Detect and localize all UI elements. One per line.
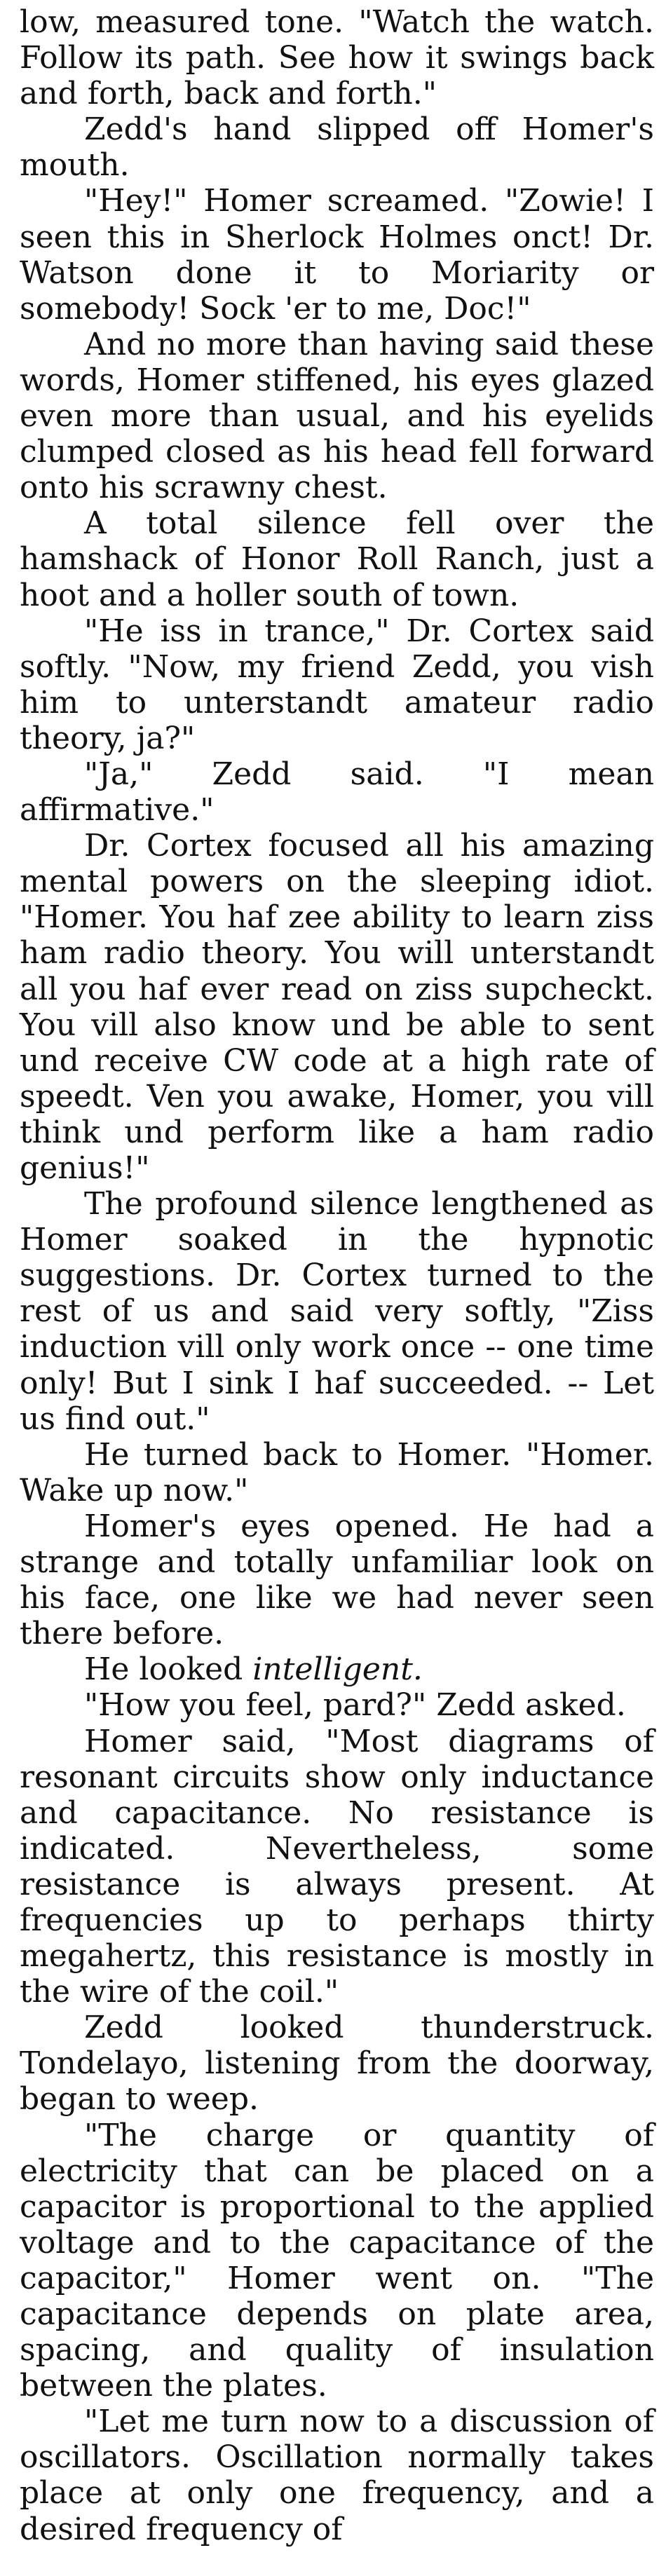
paragraph-11: Homer's eyes opened. He had a strange and totally unfamiliar look on his face, one like we had never seen there before. [20, 1508, 654, 1652]
paragraph-13: "How you feel, pard?" Zedd asked. [84, 1687, 626, 1724]
paragraph-2: Zedd's hand slipped off Homer's mouth. [20, 111, 654, 184]
paragraph-9: The profound silence lengthened as Homer soaked in the hypnotic suggestions. Dr. Cortex turned to the rest of us and said very softly, "Ziss induction vill only work once -- one time only! But I sink I haf succeeded. -- Let us find out." [20, 1186, 654, 1437]
paragraph-14: Homer said, "Most diagrams of resonant circuits show only inductance and capacitance. No resistance is indicated. Nevertheless, some resistance is always present. At frequencies up to perhaps thirty megahertz, this resistance is mostly in the wire of the coil." [20, 1723, 654, 2010]
paragraph-10: He turned back to Homer. "Homer. Wake up now." [20, 1436, 654, 1508]
paragraph-16: "The charge or quantity of electricity that can be placed on a capacitor is proportional to the applied voltage and to the capacitance of the capacitor," Homer went on. "The capacitance depends on plate area, spacing, and quality of insulation between the plates. [20, 2117, 654, 2404]
paragraph-4: And no more than having said these words, Homer stiffened, his eyes glazed even more than usual, and his eyelids clumped closed as his head fell forward onto his scrawny chest. [20, 326, 654, 506]
paragraph-5: A total silence fell over the hamshack of Honor Roll Ranch, just a hoot and a holler south of town. [20, 505, 654, 613]
paragraph-12-lead: He looked [84, 1651, 253, 1688]
paragraph-6: "He iss in trance," Dr. Cortex said softly. "Now, my friend Zedd, you vish him to unterstandt amateur radio theory, ja?" [20, 613, 654, 756]
paragraph-17: "Let me turn now to a discussion of oscillators. Oscillation normally takes place at only one frequency, and a desired frequency of [20, 2404, 654, 2547]
paragraph-8: Dr. Cortex focused all his amazing mental powers on the sleeping idiot. "Homer. You haf zee ability to learn ziss ham radio theory. You will unterstandt all you haf ever read on ziss supcheckt. You vill also know und be able to sent und receive CW code at a high rate of speedt. Ven you awake, Homer, you vill think und perform like a ham radio genius!" [20, 828, 654, 1186]
paragraph-12-emphasis: intelligent. [252, 1651, 423, 1688]
paragraph-7: "Ja," Zedd said. "I mean affirmative." [20, 756, 654, 829]
paragraph-1: low, measured tone. "Watch the watch. Follow its path. See how it swings back and forth, back and forth." [20, 4, 654, 112]
article-column [20, 4, 654, 2547]
paragraph-3: "Hey!" Homer screamed. "Zowie! I seen this in Sherlock Holmes onct! Dr. Watson done it to Moriarity or somebody! Sock 'er to me, Doc!" [20, 183, 654, 327]
paragraph-12 [20, 1651, 654, 1687]
paragraph-15: Zedd looked thunderstruck. Tondelayo, listening from the doorway, began to weep. [20, 2010, 654, 2118]
